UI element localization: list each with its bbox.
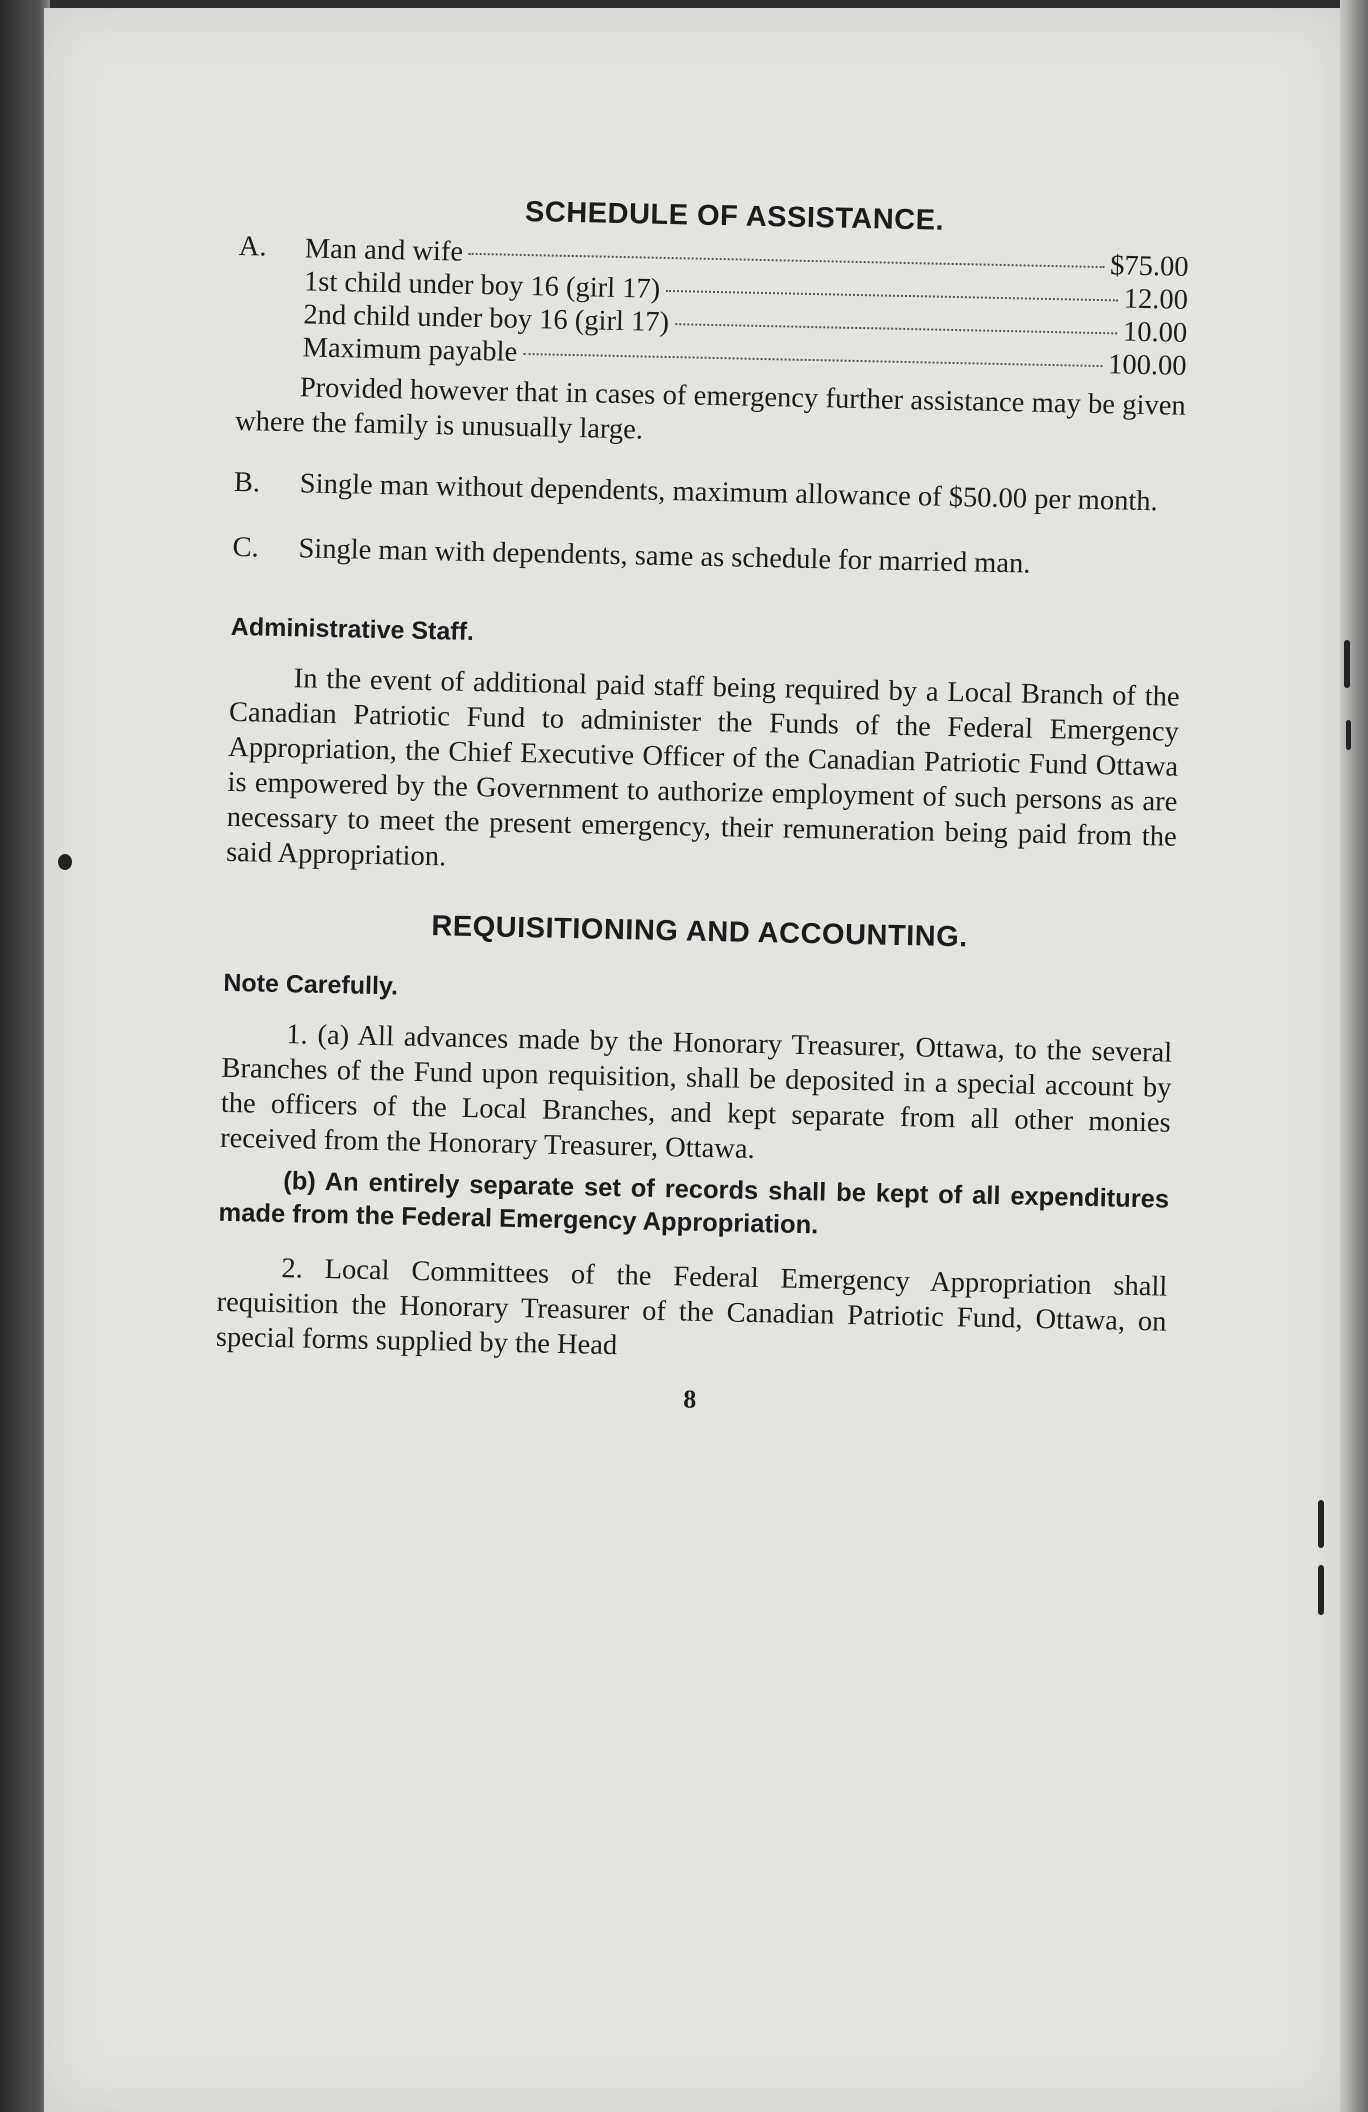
dot-leader [675, 323, 1117, 334]
schedule-a-letter: A. [238, 230, 267, 263]
schedule-rows [302, 232, 1189, 382]
page-number: 8 [682, 1384, 697, 1414]
punch-hole-mark [58, 854, 72, 870]
page-content [215, 190, 1190, 1425]
binding-mark [1318, 1500, 1324, 1548]
note-heading: Note Carefully. [223, 968, 399, 1001]
scan-right-edge [1340, 0, 1368, 2112]
requisition-paragraph-1a: 1. (a) All advances made by the Honorary Treasurer, Ottawa, to the several Branches of the Fund upon requisition, shall be deposited in a special account by the officers of the Local Branches, and kept separate from all other monies received from the Honorary Treasurer, Ottawa. [219, 1019, 1173, 1165]
row-label: Man and wife [304, 233, 464, 268]
requisition-paragraph-2: 2. Local Committees of the Federal Emergency Appropriation shall requisition the Honorary Treasurer of the Canadian Patriotic Fund, Ottawa, on special forms supplied by the Head [215, 1253, 1168, 1362]
binding-mark [1344, 640, 1350, 688]
requisition-paragraph-1b: (b) An entirely separate set of records shall be kept of all expenditures made from the Federal Emergency Appropriation. [218, 1167, 1170, 1240]
schedule-proviso: Provided however that in cases of emergency further assistance may be given where the family is unusually large. [234, 372, 1187, 446]
schedule-b [234, 465, 1185, 520]
row-amount: 100.00 [1107, 349, 1187, 382]
schedule-b-text: Single man without dependents, maximum allowance of $50.00 per month. [299, 468, 1159, 518]
dot-leader [523, 353, 1102, 367]
row-label: Maximum payable [302, 332, 518, 368]
dot-leader [666, 290, 1118, 301]
schedule-c [232, 530, 1183, 585]
schedule-c-letter: C. [232, 531, 259, 564]
admin-paragraph: In the event of additional paid staff being required by a Local Branch of the Canadian Patriotic Fund to administer the Funds of the Federal Emergency Appropriation, the Chief Executive Officer of the Canadian Patriotic Fund Ottawa is empowered by the Government to authorize employment of such persons as are necessary to meet the present emergency, their remuneration being paid from the said Appropriation. [225, 663, 1180, 873]
schedule-a [236, 231, 1189, 383]
schedule-title: SCHEDULE OF ASSISTANCE. [524, 195, 945, 237]
scan-left-edge [0, 0, 50, 2112]
row-amount: $75.00 [1109, 250, 1189, 283]
binding-mark [1346, 720, 1351, 750]
admin-heading: Administrative Staff. [230, 612, 475, 646]
schedule-c-text: Single man with dependents, same as schedule for married man. [298, 533, 1031, 580]
row-amount: 12.00 [1123, 283, 1189, 316]
row-amount: 10.00 [1122, 316, 1188, 349]
binding-mark [1318, 1565, 1324, 1615]
dot-leader [469, 253, 1104, 268]
requisition-title: REQUISITIONING AND ACCOUNTING. [431, 910, 969, 954]
row-label: 2nd child under boy 16 (girl 17) [303, 299, 670, 339]
row-label: 1st child under boy 16 (girl 17) [303, 266, 661, 305]
schedule-b-letter: B. [233, 466, 261, 499]
